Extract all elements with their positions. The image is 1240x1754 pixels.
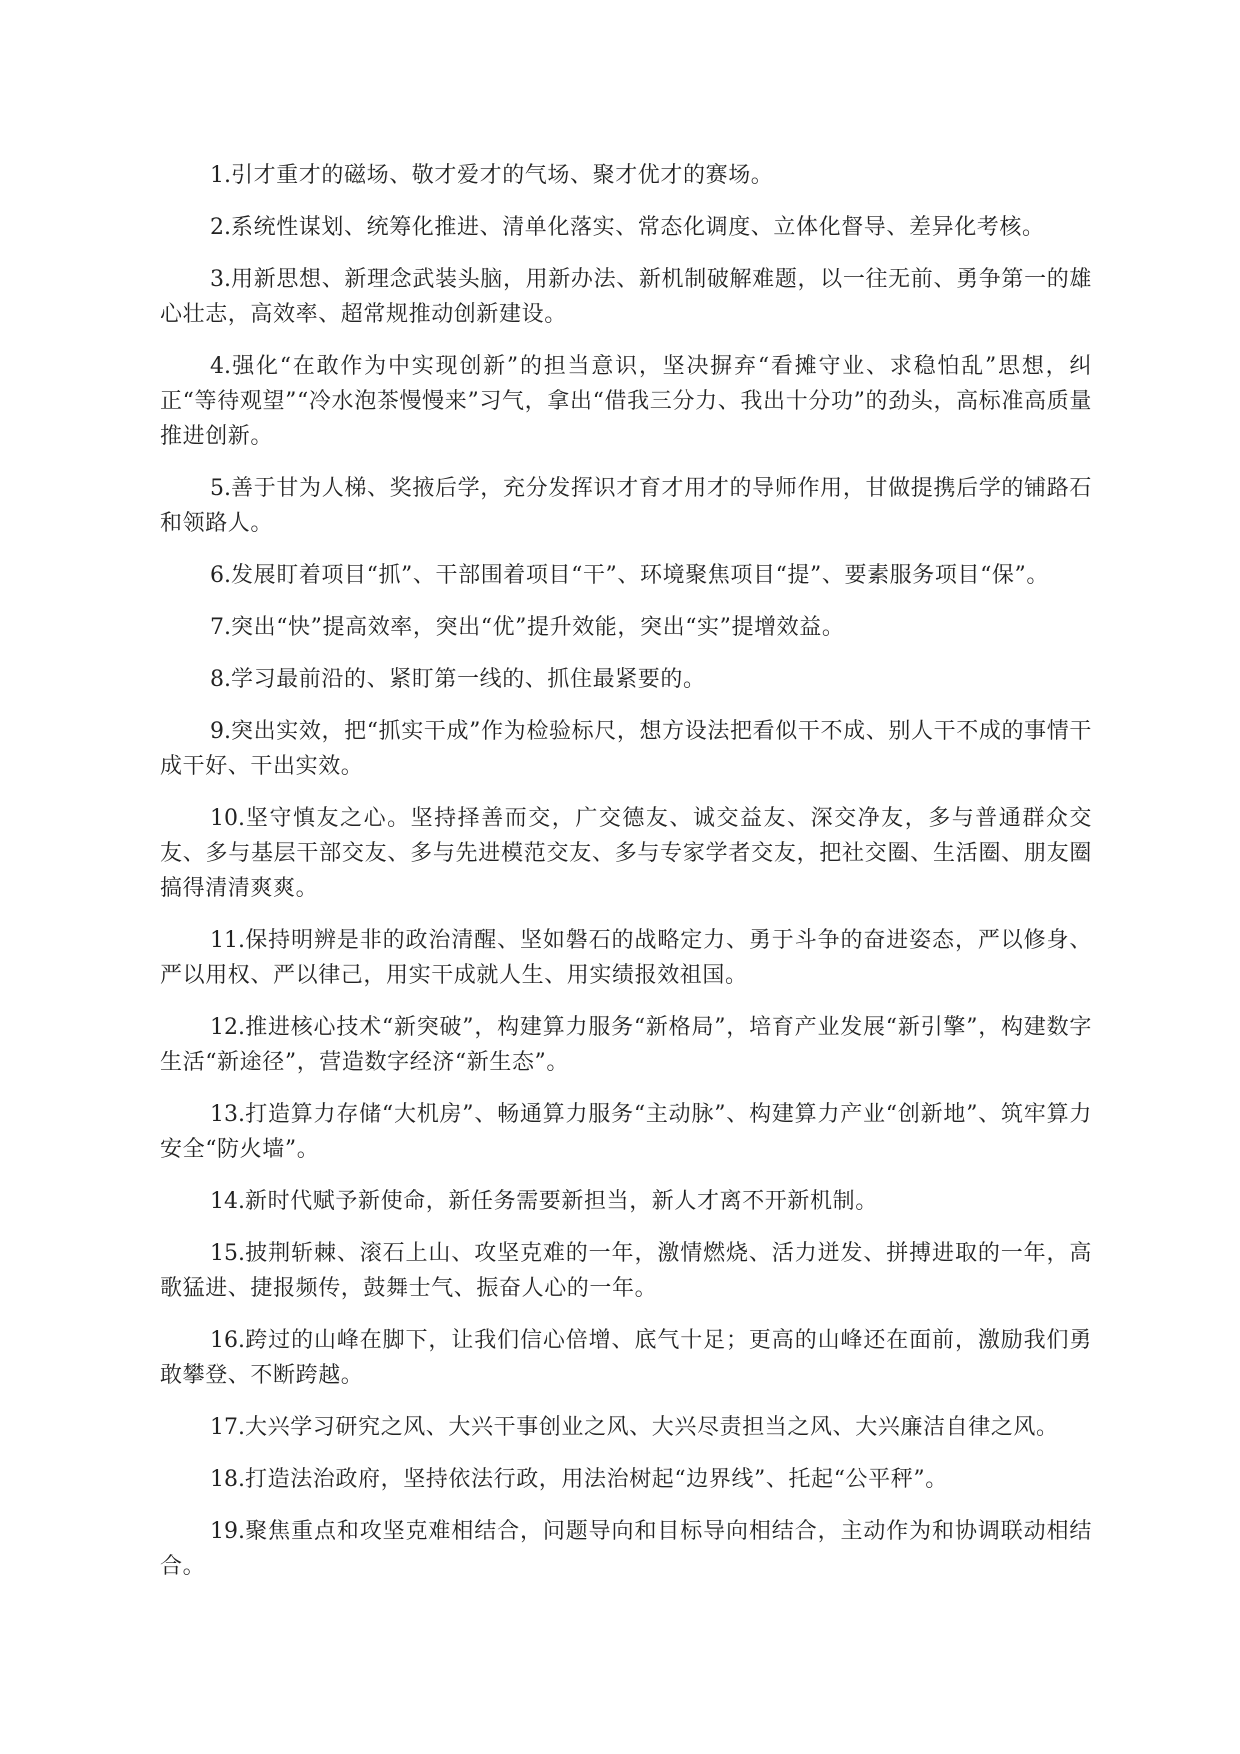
item-text: 坚守慎友之心。坚持择善而交，广交德友、诚交益友、深交净友，多与普通群众交友、多与基层干部交友、多与先进模范交友、多与专家学者交友，把社交圈、生活圈、朋友圈搞得清清爽爽。	[160, 806, 1092, 901]
item-text: 推进核心技术“新突破”，构建算力服务“新格局”，培育产业发展“新引擎”，构建数字生活“新途径”，营造数字经济“新生态”。	[160, 1015, 1092, 1075]
list-item	[160, 1323, 1092, 1393]
item-number: 18.	[210, 1467, 245, 1492]
list-item	[160, 158, 1092, 193]
item-number: 2.	[210, 215, 231, 240]
list-item	[160, 1010, 1092, 1080]
list-item	[160, 1410, 1092, 1445]
item-text: 保持明辨是非的政治清醒、坚如磐石的战略定力、勇于斗争的奋进姿态，严以修身、严以用权、严以律己，用实干成就人生、用实绩报效祖国。	[160, 928, 1092, 988]
item-number: 17.	[210, 1415, 245, 1440]
item-text: 打造法治政府，坚持依法行政，用法治树起“边界线”、托起“公平秤”。	[245, 1467, 948, 1492]
item-text: 学习最前沿的、紧盯第一线的、抓住最紧要的。	[231, 667, 706, 692]
item-number: 5.	[210, 476, 231, 501]
list-item	[160, 1184, 1092, 1219]
item-number: 8.	[210, 667, 231, 692]
item-text: 突出“快”提高效率，突出“优”提升效能，突出“实”提增效益。	[231, 615, 845, 640]
list-item	[160, 210, 1092, 245]
item-text: 聚焦重点和攻坚克难相结合，问题导向和目标导向相结合，主动作为和协调联动相结合。	[160, 1519, 1092, 1579]
item-number: 3.	[210, 267, 231, 292]
item-number: 10.	[210, 806, 245, 831]
item-number: 19.	[210, 1519, 245, 1544]
item-text: 大兴学习研究之风、大兴干事创业之风、大兴尽责担当之风、大兴廉洁自律之风。	[245, 1415, 1059, 1440]
item-number: 6.	[210, 563, 231, 588]
list-item	[160, 1462, 1092, 1497]
list-item	[160, 923, 1092, 993]
item-number: 11.	[210, 928, 245, 953]
list-item	[160, 610, 1092, 645]
item-text: 突出实效，把“抓实干成”作为检验标尺，想方设法把看似干不成、别人干不成的事情干成干好、干出实效。	[160, 719, 1092, 779]
item-number: 12.	[210, 1015, 245, 1040]
item-number: 16.	[210, 1328, 245, 1353]
item-number: 4.	[210, 354, 231, 379]
list-item	[160, 801, 1092, 906]
item-number: 13.	[210, 1102, 245, 1127]
item-text: 系统性谋划、统筹化推进、清单化落实、常态化调度、立体化督导、差异化考核。	[231, 215, 1045, 240]
list-item	[160, 471, 1092, 541]
item-number: 7.	[210, 615, 231, 640]
item-text: 用新思想、新理念武装头脑，用新办法、新机制破解难题，以一往无前、勇争第一的雄心壮志，高效率、超常规推动创新建设。	[160, 267, 1092, 327]
list-item	[160, 662, 1092, 697]
list-item	[160, 349, 1092, 454]
item-text: 打造算力存储“大机房”、畅通算力服务“主动脉”、构建算力产业“创新地”、筑牢算力安全“防火墙”。	[160, 1102, 1092, 1162]
list-item	[160, 558, 1092, 593]
item-number: 1.	[210, 163, 231, 188]
list-item	[160, 1236, 1092, 1306]
item-number: 15.	[210, 1241, 245, 1266]
item-text: 强化“在敢作为中实现创新”的担当意识，坚决摒弃“看摊守业、求稳怕乱”思想，纠正“等待观望”“冷水泡茶慢慢来”习气，拿出“借我三分力、我出十分功”的劲头，高标准高质量推进创新。	[160, 354, 1092, 449]
item-text: 发展盯着项目“抓”、干部围着项目“干”、环境聚焦项目“提”、要素服务项目“保”。	[231, 563, 1049, 588]
item-text: 善于甘为人梯、奖掖后学，充分发挥识才育才用才的导师作用，甘做提携后学的铺路石和领路人。	[160, 476, 1092, 536]
document-page	[160, 158, 1092, 1601]
list-item	[160, 262, 1092, 332]
list-item	[160, 714, 1092, 784]
item-number: 14.	[210, 1189, 245, 1214]
list-item	[160, 1514, 1092, 1584]
item-text: 跨过的山峰在脚下，让我们信心倍增、底气十足；更高的山峰还在面前，激励我们勇敢攀登、不断跨越。	[160, 1328, 1092, 1388]
item-text: 披荆斩棘、滚石上山、攻坚克难的一年，激情燃烧、活力迸发、拼搏进取的一年，高歌猛进、捷报频传，鼓舞士气、振奋人心的一年。	[160, 1241, 1092, 1301]
item-number: 9.	[210, 719, 231, 744]
list-item	[160, 1097, 1092, 1167]
item-text: 引才重才的磁场、敬才爱才的气场、聚才优才的赛场。	[231, 163, 774, 188]
item-text: 新时代赋予新使命，新任务需要新担当，新人才离不开新机制。	[245, 1189, 878, 1214]
